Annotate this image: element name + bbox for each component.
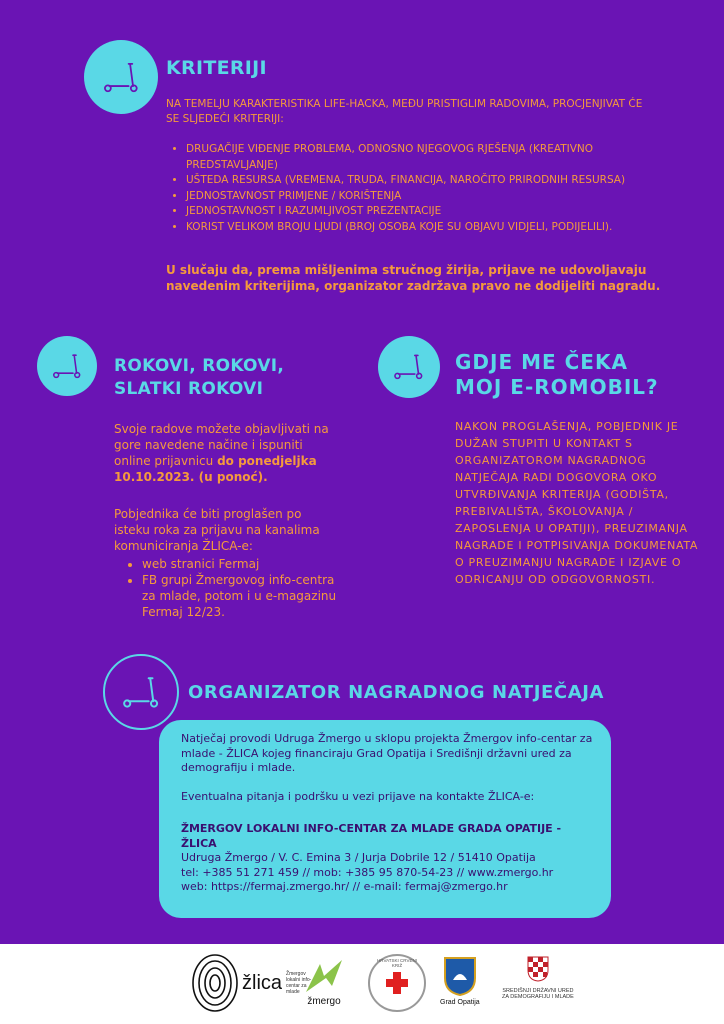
organizator-phone-line (181, 866, 595, 881)
organizator-web-line (181, 880, 595, 895)
gdje-body: NAKON PROGLAŠENJA, POBJEDNIK JE DUŽAN STUPITI U KONTAKT S ORGANIZATOROM NAGRADNOG NATJEČAJA RADI DOGOVORA OKO UTVRĐIVANJA KRITERIJA (GODIŠTA, PREBIVALIŠTA, ŠKOLOVANJA / ZAPOSLENJA U OPATIJI), PREUZIMANJA NAGRADE I POTPISIVANJA DOKUMENATA O PREUZIMANJU NAGRADE I IZJAVE O ODRICANJU OD ODGOVORNOSTI. (455, 420, 699, 586)
fermaj-link[interactable]: https://fermaj.zmergo.hr/ (210, 880, 350, 893)
web-label: web: (181, 880, 211, 893)
organizator-icon-ring (103, 654, 179, 730)
kriteriji-list (168, 142, 686, 235)
crveni-kriz-text: HRVATSKI CRVENI KRIŽ (377, 958, 417, 968)
scooter-icon (118, 669, 164, 715)
rokovi-paragraph-1 (114, 421, 332, 485)
scooter-icon-badge (378, 336, 440, 398)
organizator-title: ORGANIZATOR NAGRADNOG NATJEČAJA (188, 682, 605, 703)
organizator-phone: tel: +385 51 271 459 // mob: +385 95 870-54-23 // (181, 865, 468, 879)
zlica-logo (190, 952, 318, 1014)
scooter-icon (390, 348, 427, 385)
gdje-title (455, 350, 659, 400)
organizator-contact-title: ŽMERGOV LOKALNI INFO-CENTAR ZA MLADE GRADA OPATIJE - ŽLICA (181, 822, 562, 850)
scooter-icon (49, 348, 85, 384)
zmergo-bird-icon (302, 956, 346, 996)
grad-opatija-name: Grad Opatija (440, 999, 480, 1006)
list-item: • KORIST VELIKOM BROJU LJUDI (BROJ OSOBA KOJE SU OBJAVU VIDJELI, PODIJELILI). (186, 220, 686, 236)
scooter-icon (99, 55, 143, 99)
scooter-icon-badge (37, 336, 97, 396)
red-cross-icon (384, 970, 410, 996)
scooter-icon-badge (84, 40, 158, 114)
rokovi-paragraph-2: Pobjednika će biti proglašen po isteku roka za prijavu na kanalima komuniciranja ŽLICA-e: (114, 507, 320, 553)
gdje-title-line2: MOJ E-ROMOBIL? (455, 375, 659, 399)
zlica-spiral-icon (190, 952, 240, 1014)
organizator-p1: Natječaj provodi Udruga Žmergo u sklopu projekta Žmergov info-centar za mlade - ŽLICA kojeg financiraju Grad Opatija i Središnji državni ured za demografiju i mlade. (181, 732, 593, 774)
email-link[interactable]: fermaj@zmergo.hr (405, 880, 508, 893)
ured-line1: SREDIŠNJI DRŽAVNI URED (502, 988, 574, 994)
zlica-name: žlica (242, 971, 283, 994)
list-item: • FB grupi Žmergovog info-centra za mlade, potom i u e-magazinu Fermaj 12/23. (142, 572, 342, 620)
zlica-subtitle: Žmergov lokalni info-centar za mlade (286, 971, 312, 995)
crveni-kriz-seal (368, 954, 426, 1012)
rokovi-title (114, 355, 284, 401)
gdje-title-line1: GDJE ME ČEKA (455, 350, 628, 374)
crveni-kriz-logo (368, 954, 426, 1012)
zmergo-name: žmergo (307, 996, 341, 1007)
zmergo-logo (302, 956, 346, 1007)
list-item: • UŠTEDA RESURSA (VREMENA, TRUDA, FINANCIJA, NAROČITO PRIRODNIH RESURSA) (186, 173, 686, 189)
list-item: • JEDNOSTAVNOST I RAZUMLJIVOST PREZENTACIJE (186, 204, 686, 220)
croatian-coat-of-arms-icon (527, 956, 549, 982)
kriteriji-note: U slučaju da, prema mišljenima stručnog žirija, prijave ne udovoljavaju navedenim kriterijima, organizator zadržava pravo ne dodijeliti nagradu. (166, 263, 661, 293)
kriteriji-intro: NA TEMELJU KARAKTERISTIKA LIFE-HACKA, MEĐU PRISTIGLIM RADOVIMA, PROCJENJIVAT ĆE SE SLJEDEĆI KRITERIJI: (166, 98, 643, 125)
rokovi-list (124, 556, 342, 620)
rokovi-deadline: do ponedjeljka 10.10.2023. (u ponoć). (114, 454, 317, 484)
footer-logos (0, 944, 724, 1024)
website-link[interactable]: www.zmergo.hr (467, 865, 554, 879)
rokovi-title-line1: ROKOVI, ROKOVI, (114, 356, 285, 376)
rokovi-title-line2: SLATKI ROKOVI (114, 379, 264, 399)
grad-opatija-logo (440, 956, 480, 1006)
list-item: • web stranici Fermaj (142, 556, 342, 572)
organizator-p2: Eventualna pitanja i podršku u vezi prijave na kontakte ŽLICA-e: (181, 789, 535, 803)
rokovi-p1-text: Svoje radove možete objavljivati na gore navedene načine i ispuniti online prijavnicu (114, 422, 329, 468)
organizator-card (159, 720, 611, 918)
opatija-coat-of-arms-icon (443, 956, 477, 996)
ured-line2: ZA DEMOGRAFIJU I MLADE (502, 994, 574, 1000)
email-label: // e-mail: (349, 880, 406, 893)
kriteriji-title: KRITERIJI (166, 57, 267, 79)
list-item: • JEDNOSTAVNOST PRIMJENE / KORIŠTENJA (186, 189, 686, 205)
sredisnji-ured-logo (502, 956, 574, 1000)
organizator-address: Udruga Žmergo / V. C. Emina 3 / Jurja Dobrile 12 / 51410 Opatija (181, 851, 536, 864)
list-item: • DRUGAČIJE VIĐENJE PROBLEMA, ODNOSNO NJEGOVOG RJEŠENJA (KREATIVNO PREDSTAVLJANJE) (186, 142, 686, 173)
